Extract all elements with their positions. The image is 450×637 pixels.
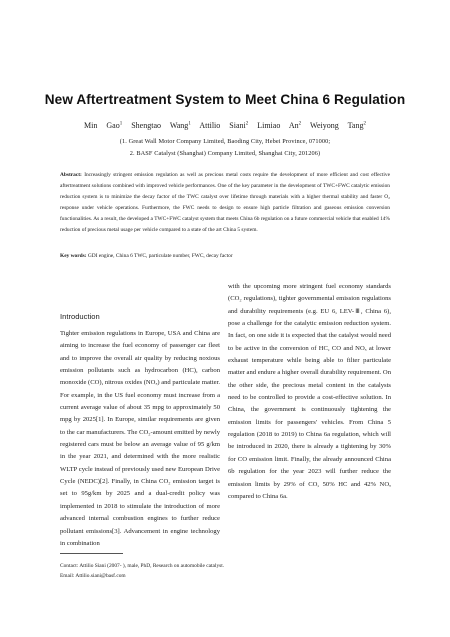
body-column-right: with the upcoming more stringent fuel economy standards (CO₂ regulations), tighter governmental emission regulations and durability requirements (e.g. EU 6, LEV-Ⅲ, China 6), pose a challenge for the catalytic emission reduction system. In fact, on one side it is expected that the catalyst would need to be active in the conversion of HC, CO and NOₓ at lower exhaust temperature while being able to filter particulate matter and endure a higher overall durability requirement. On the other side, the precious metal content in the catalysts need to be controlled to provide a cost-effective solution. In China, the government is continuously tightening the emission limits for passengers' vehicles. From China 5 regulation (2018 to 2019) to China 6a regulation, which will be introduced in 2020, there is already a tightening by 30% for CO emission limit. Finally, the already announced China 6b regulation for the year 2023 will further reduce the emission limits by 29% of CO, 50% HC and 42% NOₓ compared to China 6a. xyxy=(228,283,391,500)
author: Attilio Siani$^2$ xyxy=(199,121,249,130)
affiliation-1: (1. Great Wall Motor Company Limited, Baoding City, Hebei Province, 071000; xyxy=(119,138,331,145)
section-heading: Introduction xyxy=(60,312,100,321)
abstract xyxy=(60,170,390,235)
affiliation-2: 2. BASF Catalyst (Shanghai) Company Limited, Shanghai City, 201206) xyxy=(129,150,321,157)
keywords xyxy=(60,253,390,259)
author: Min Gao$^1$ xyxy=(84,121,123,130)
keywords-text: GDI engine, China 6 TWC, particulate number, FWC, decay factor xyxy=(87,253,233,259)
body-column-left: Tighter emission regulations in Europe, USA and China are aiming to increase the fuel economy of passenger car fleet and to improve the overall air quality by reducing noxious emission pollutants such as hydrocarbon (HC), carbon monoxide (CO), nitrous oxides (NOₓ) and particulate matter. For example, in the US fuel economy must increase from a current average value of about 35 mpg to approximately 50 mpg by 2025[1]. In Europe, similar requirements are given to the car manufacturers. The CO₂-amount emitted by newly registered cars must be below an average value of 95 g/km in the year 2021, and determined with the more realistic WLTP cycle instead of previously used new European Drive Cycle (NEDC)[2]. Finally, in China CO₂ emission target is set to 95g/km by 2025 and a dual-credit policy was implemented in 2018 to stimulate the introduction of more advanced internal combustion engines to further reduce pollutant emissions[3]. Advancement in engine technology in combination xyxy=(60,330,220,547)
abstract-label: Abstract: xyxy=(60,172,82,178)
author: Limiao An$^2$ xyxy=(257,121,302,130)
keywords-label: Key words: xyxy=(60,253,87,259)
author: Weiyong Tang$^2$ xyxy=(310,121,366,130)
paper-title: New Aftertreatment System to Meet China 6 Regulation xyxy=(44,92,406,107)
footnote-email: Email: Attilio.siani@basf.com xyxy=(60,573,126,579)
footnote-contact: Contact: Attilio Siani (2007- ), male, PhD, Research on automobile catalyst. xyxy=(60,563,225,569)
footnote-divider xyxy=(60,553,123,554)
abstract-text: Increasingly stringent emission regulation as well as precious metal costs require the development of more efficient and cost effective aftertreatment solutions combined with improved vehicle performances. One of the key parameter in the development of TWC+FWC catalytic emission reduction system is to minimize the decay factor of the TWC catalyst over lifetime through materials with a higher thermal stability and faster O₂ response under vehicle operations. Furthermore, the FWC needs to design to ensure high particle filtration and gaseous emission conversion functionalities. As a result, the developed a TWC+FWC catalyst system that meets China 6b regulation on a future commercial vehicle that enabled 14% reduction of precious metal usage per vehicle compared to a state of the art China 5 system. xyxy=(60,172,390,233)
author: Shengtao Wang$^1$ xyxy=(131,121,191,130)
author-list xyxy=(0,121,450,130)
